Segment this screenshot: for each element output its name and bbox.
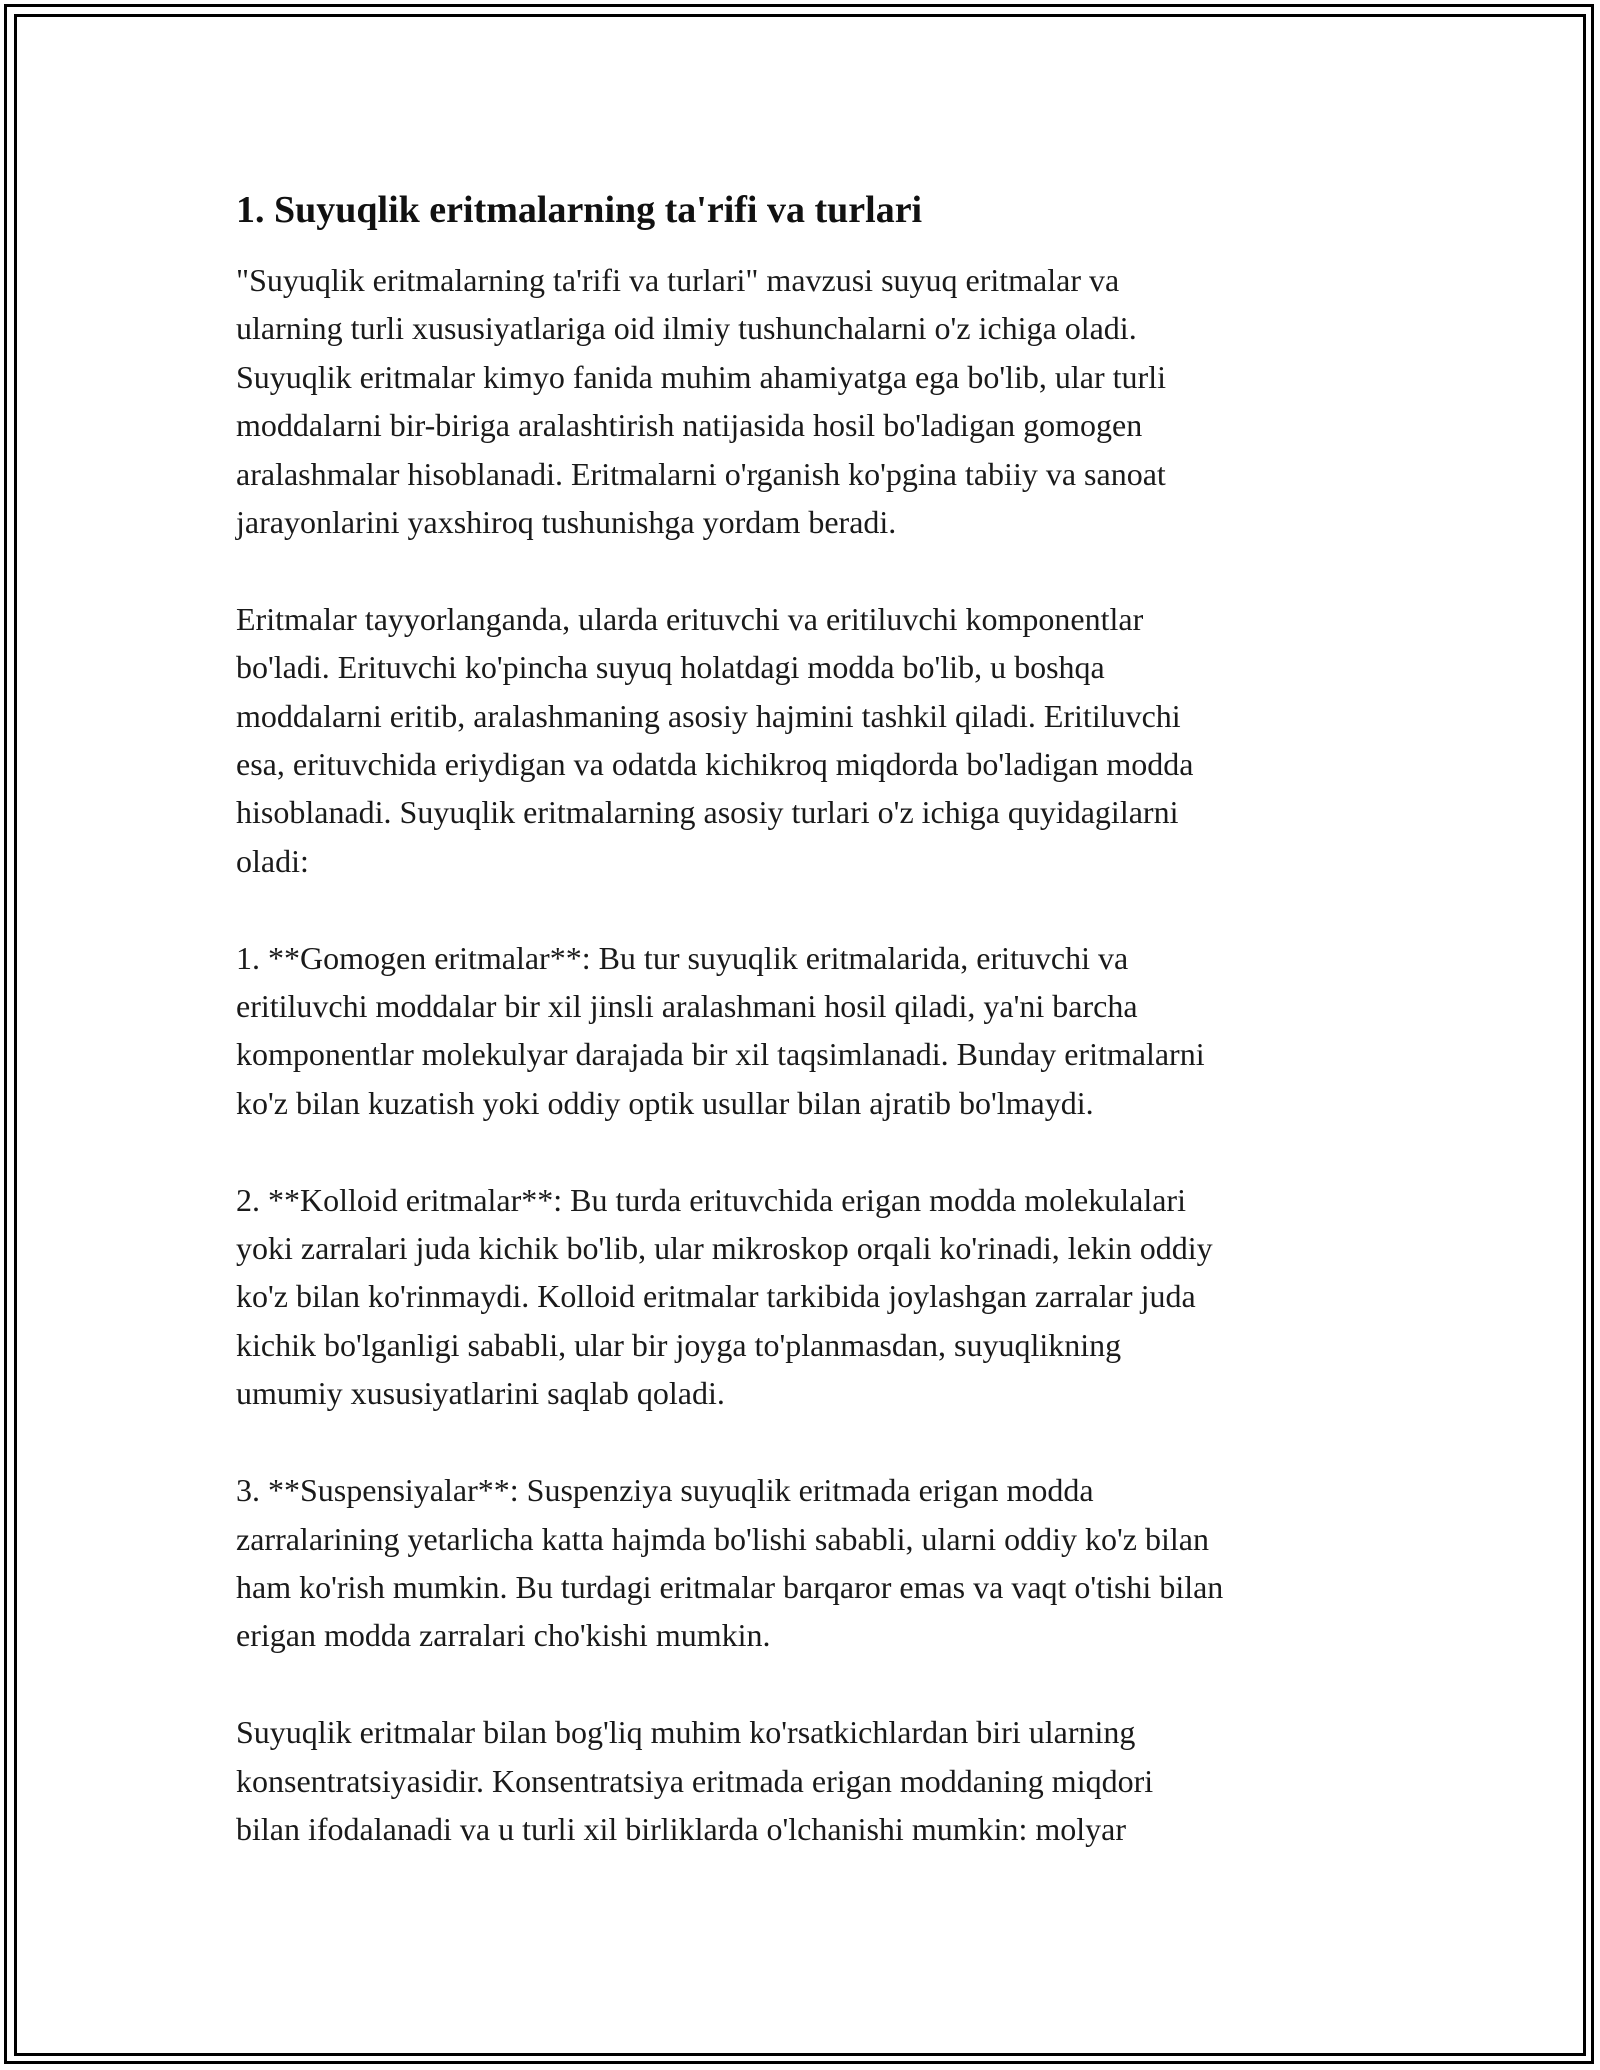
paragraph-colloid bbox=[236, 1176, 1376, 1418]
text-line: konsentratsiyasidir. Konsentratsiya eritmada erigan moddaning miqdori bbox=[236, 1762, 1154, 1799]
text-line: aralashmalar hisoblanadi. Eritmalarni o'rganish ko'pgina tabiiy va sanoat bbox=[236, 455, 1166, 492]
section-heading: 1. Suyuqlik eritmalarning ta'rifi va turlari bbox=[236, 189, 923, 231]
text-line: Suyuqlik eritmalar bilan bog'liq muhim ko'rsatkichlardan biri ularning bbox=[236, 1714, 1136, 1751]
text-line: bilan ifodalanadi va u turli xil birliklarda o'lchanishi mumkin: molyar bbox=[236, 1810, 1127, 1847]
text-line: zarralarining yetarlicha katta hajmda bo'lishi sababli, ularni oddiy ko'z bilan bbox=[236, 1520, 1209, 1557]
text-line: moddalarni eritib, aralashmaning asosiy hajmini tashkil qiladi. Eritiluvchi bbox=[236, 697, 1181, 734]
paragraph-suspension bbox=[236, 1466, 1376, 1660]
body-text bbox=[236, 256, 1376, 1853]
text-line: erigan modda zarralari cho'kishi mumkin. bbox=[236, 1617, 771, 1654]
text-line: umumiy xususiyatlarini saqlab qoladi. bbox=[236, 1375, 725, 1412]
text-line: "Suyuqlik eritmalarning ta'rifi va turlari" mavzusi suyuq eritmalar va bbox=[236, 262, 1120, 298]
text-line: 2. **Kolloid eritmalar**: Bu turda erituvchida erigan modda molekulalari bbox=[236, 1181, 1186, 1218]
text-line: 3. **Suspensiyalar**: Suspenziya suyuqlik eritmada erigan modda bbox=[236, 1472, 1094, 1509]
text-line: esa, erituvchida eriydigan va odatda kichikroq miqdorda bo'ladigan modda bbox=[236, 746, 1194, 783]
text-line: moddalarni bir-biriga aralashtirish natijasida hosil bo'ladigan gomogen bbox=[236, 407, 1143, 444]
text-line: ham ko'rish mumkin. Bu turdagi eritmalar barqaror emas va vaqt o'tishi bilan bbox=[236, 1568, 1224, 1605]
text-line: hisoblanadi. Suyuqlik eritmalarning asosiy turlari o'z ichiga quyidagilarni bbox=[236, 794, 1179, 831]
document-body bbox=[236, 186, 1376, 1853]
text-line: Suyuqlik eritmalar kimyo fanida muhim ahamiyatga ega bo'lib, ular turli bbox=[236, 358, 1166, 395]
paragraph-concentration bbox=[236, 1708, 1376, 1853]
text-line: ko'z bilan ko'rinmaydi. Kolloid eritmalar tarkibida joylashgan zarralar juda bbox=[236, 1278, 1196, 1315]
text-line: 1. **Gomogen eritmalar**: Bu tur suyuqlik eritmalarida, erituvchi va bbox=[236, 939, 1129, 976]
text-line: komponentlar molekulyar darajada bir xil taqsimlanadi. Bunday eritmalarni bbox=[236, 1036, 1205, 1073]
text-line: eritiluvchi moddalar bir xil jinsli aralashmani hosil qiladi, ya'ni barcha bbox=[236, 988, 1138, 1025]
text-line: oladi: bbox=[236, 842, 309, 879]
text-line: Eritmalar tayyorlanganda, ularda erituvchi va eritiluvchi komponentlar bbox=[236, 600, 1144, 637]
text-line: bo'ladi. Erituvchi ko'pincha suyuq holatdagi modda bo'lib, u boshqa bbox=[236, 649, 1105, 686]
paragraph-intro bbox=[236, 256, 1376, 546]
text-line: kichik bo'lganligi sababli, ular bir joyga to'planmasdan, suyuqlikning bbox=[236, 1326, 1122, 1363]
paragraph-homogeneous bbox=[236, 934, 1376, 1128]
paragraph-components bbox=[236, 595, 1376, 885]
text-line: ko'z bilan kuzatish yoki oddiy optik usullar bilan ajratib bo'lmaydi. bbox=[236, 1084, 1094, 1121]
text-line: jarayonlarini yaxshiroq tushunishga yordam beradi. bbox=[236, 504, 897, 541]
text-line: yoki zarralari juda kichik bo'lib, ular mikroskop orqali ko'rinadi, lekin oddiy bbox=[236, 1230, 1213, 1267]
text-line: ularning turli xususiyatlariga oid ilmiy tushunchalarni o'z ichiga oladi. bbox=[236, 310, 1137, 347]
